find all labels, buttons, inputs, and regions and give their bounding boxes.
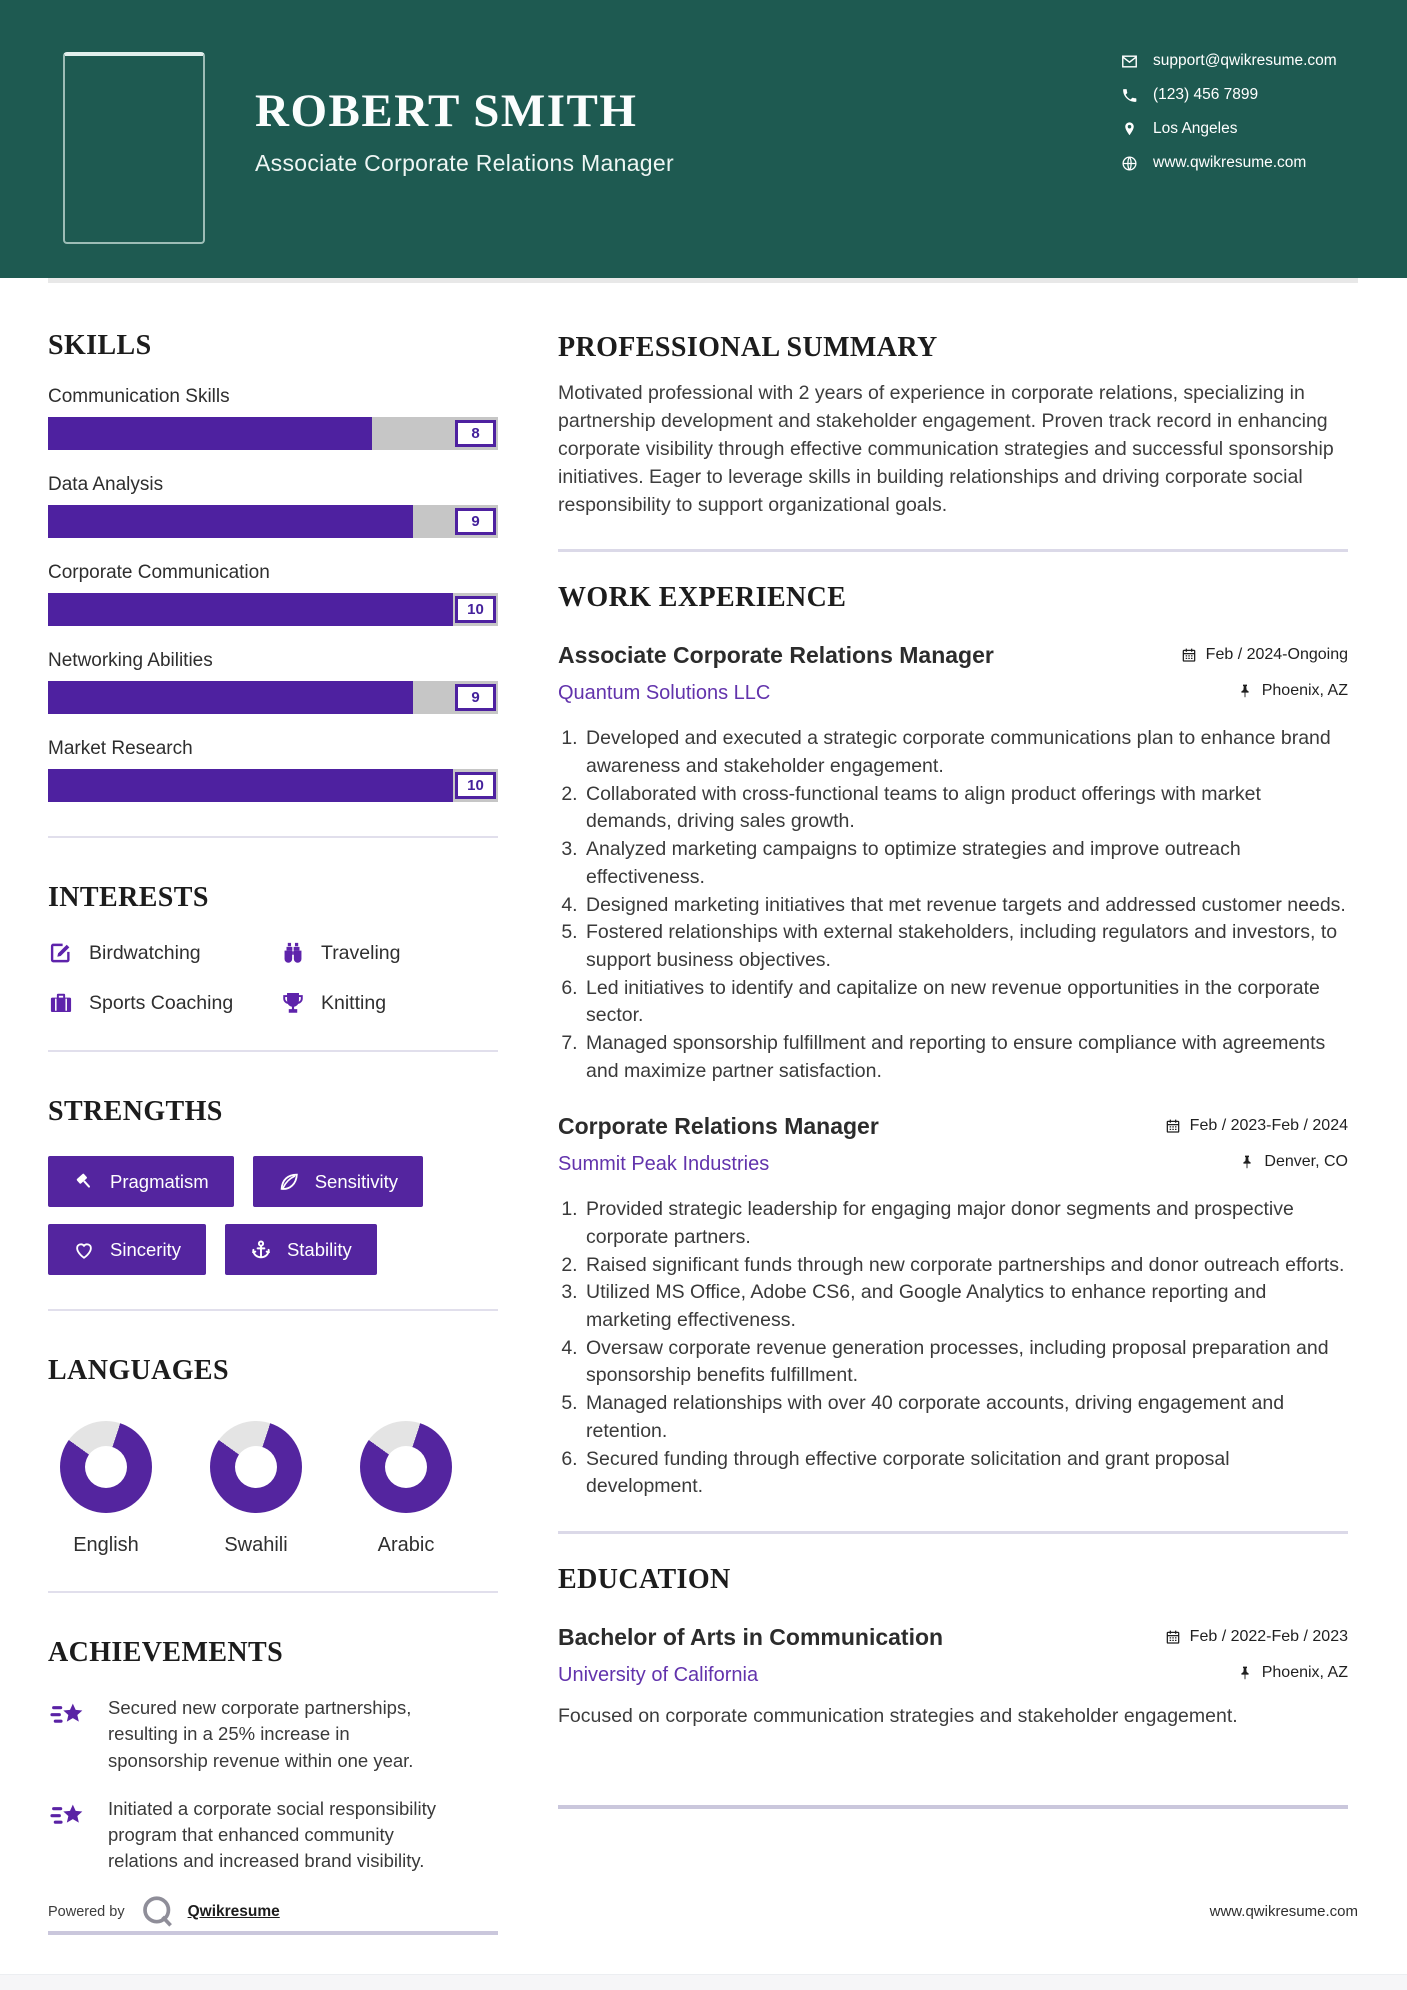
job-location bbox=[1239, 1153, 1348, 1171]
divider bbox=[48, 1309, 498, 1311]
job-head bbox=[558, 1113, 1348, 1140]
job-date-text: Feb / 2023-Feb / 2024 bbox=[1189, 1117, 1348, 1135]
skill-label: Market Research bbox=[48, 738, 193, 759]
strengths-heading: STRENGTHS bbox=[48, 1096, 223, 1127]
q-logo-icon bbox=[139, 1893, 176, 1930]
job-bullet: 2. Collaborated with cross-functional teams to align product offerings with market demands, driving sales growth. bbox=[583, 781, 1348, 836]
jobs-list bbox=[558, 642, 1348, 1501]
sidebar bbox=[48, 283, 498, 1935]
degree-title: Bachelor of Arts in Communication bbox=[558, 1623, 944, 1650]
skill-score-badge: 9 bbox=[455, 684, 496, 711]
achievement-item bbox=[48, 1695, 498, 1774]
interest-item bbox=[280, 940, 498, 966]
job-date bbox=[1181, 646, 1348, 664]
job-bullet: 6. Led initiatives to identify and capitalize on new revenue opportunities in the corporate sector. bbox=[583, 975, 1348, 1030]
strength-label: Sincerity bbox=[110, 1238, 181, 1260]
education-head bbox=[558, 1624, 1348, 1651]
language-label: Swahili bbox=[224, 1534, 288, 1556]
divider bbox=[48, 1050, 498, 1052]
pushpin-icon bbox=[1239, 1154, 1255, 1170]
strength-chip bbox=[225, 1224, 377, 1275]
education-date bbox=[1165, 1628, 1348, 1646]
strength-label: Sensitivity bbox=[314, 1170, 398, 1192]
pushpin-icon bbox=[1237, 1665, 1253, 1681]
skill-item bbox=[48, 474, 498, 538]
job-location-text: Denver, CO bbox=[1264, 1153, 1348, 1171]
calendar-icon bbox=[1165, 1629, 1181, 1645]
skill-bar bbox=[48, 769, 498, 802]
job-bullet: 1. Provided strategic leadership for engaging major donor segments and prospective corporate partners. bbox=[583, 1196, 1348, 1251]
strength-chip bbox=[48, 1224, 206, 1275]
skill-score-badge: 10 bbox=[455, 596, 496, 623]
skill-label: Data Analysis bbox=[48, 474, 164, 495]
education-location-text: Phoenix, AZ bbox=[1261, 1663, 1348, 1681]
contact-item[interactable] bbox=[1121, 120, 1357, 138]
contact-text: support@qwikresume.com bbox=[1153, 52, 1337, 69]
contact-item[interactable] bbox=[1121, 86, 1357, 104]
identity-block bbox=[255, 84, 674, 177]
job-bullet: 3. Analyzed marketing campaigns to optimize strategies and improve outreach effectiveness. bbox=[583, 836, 1348, 891]
contact-item[interactable] bbox=[1121, 52, 1357, 70]
skill-score-badge: 9 bbox=[455, 508, 496, 535]
divider bbox=[558, 1805, 1348, 1809]
skill-item bbox=[48, 738, 498, 802]
summary-text: Motivated professional with 2 years of experience in corporate relations, specializing in partnership development and stakeholder engagement. Proven track record in enhancing corporate visibility through effective communication strategies and successful sponsorship initiatives. Eager to leverage skills in building relationships and driving corporate social responsibility to support organizational goals. bbox=[558, 382, 1334, 516]
education-description: Focused on corporate communication strategies and stakeholder engagement. bbox=[558, 1704, 1238, 1727]
skill-score-badge: 10 bbox=[455, 772, 496, 799]
interests-heading: INTERESTS bbox=[48, 882, 209, 913]
job-subhead bbox=[558, 1153, 1348, 1176]
skill-item bbox=[48, 562, 498, 626]
binoculars-icon bbox=[280, 940, 306, 966]
anchor-icon bbox=[250, 1239, 272, 1261]
skill-bar-fill bbox=[48, 681, 413, 714]
profile-photo-placeholder bbox=[63, 52, 205, 244]
divider bbox=[48, 1931, 498, 1935]
job-bullet: 5. Managed relationships with over 40 corporate accounts, driving engagement and retention. bbox=[583, 1390, 1348, 1445]
achievements-heading: ACHIEVEMENTS bbox=[48, 1637, 284, 1668]
interest-item bbox=[280, 990, 498, 1016]
contact-list bbox=[1121, 52, 1357, 172]
language-item bbox=[60, 1421, 152, 1557]
experience-heading: WORK EXPERIENCE bbox=[558, 582, 847, 614]
powered-by-label: Powered by bbox=[48, 1903, 125, 1920]
globe-icon bbox=[1121, 155, 1138, 172]
divider bbox=[48, 1591, 498, 1593]
interest-label: Sports Coaching bbox=[89, 991, 234, 1014]
company-link[interactable]: Summit Peak Industries bbox=[558, 1153, 770, 1176]
job-title: Associate Corporate Relations Manager bbox=[558, 642, 994, 669]
language-donut-chart bbox=[60, 1421, 152, 1513]
skill-item bbox=[48, 650, 498, 714]
interest-label: Traveling bbox=[321, 941, 401, 964]
leaf-icon bbox=[278, 1171, 300, 1193]
education-location bbox=[1237, 1664, 1348, 1682]
trophy-icon bbox=[280, 990, 306, 1016]
skill-bar-fill bbox=[48, 593, 453, 626]
language-item bbox=[360, 1421, 452, 1557]
job-location-text: Phoenix, AZ bbox=[1261, 682, 1348, 700]
contact-item[interactable] bbox=[1121, 154, 1357, 172]
skills-heading: SKILLS bbox=[48, 330, 152, 361]
skills-list bbox=[48, 386, 498, 802]
skill-bar bbox=[48, 417, 498, 450]
skill-bar bbox=[48, 593, 498, 626]
skill-score-badge: 8 bbox=[455, 420, 496, 447]
divider bbox=[558, 1531, 1348, 1534]
skill-bar-fill bbox=[48, 505, 413, 538]
achievement-item bbox=[48, 1796, 498, 1875]
job-bullet: 4. Oversaw corporate revenue generation processes, including proposal preparation and sponsorship benefits fulfillment. bbox=[583, 1335, 1348, 1390]
briefcase-icon bbox=[48, 990, 74, 1016]
language-label: English bbox=[73, 1534, 139, 1556]
header-shadow bbox=[48, 278, 1358, 283]
language-donut-chart bbox=[210, 1421, 302, 1513]
shooting-star-icon bbox=[48, 1697, 88, 1737]
divider bbox=[558, 549, 1348, 552]
job-date-text: Feb / 2024-Ongoing bbox=[1205, 646, 1348, 664]
interest-item bbox=[48, 990, 280, 1016]
skill-bar bbox=[48, 681, 498, 714]
summary-heading: PROFESSIONAL SUMMARY bbox=[558, 332, 938, 363]
job-bullet: 6. Secured funding through effective corporate solicitation and grant proposal development. bbox=[583, 1446, 1348, 1501]
contact-text: (123) 456 7899 bbox=[1153, 86, 1259, 103]
gavel-icon bbox=[73, 1171, 95, 1193]
skill-label: Communication Skills bbox=[48, 386, 230, 407]
contact-text: www.qwikresume.com bbox=[1153, 154, 1307, 171]
job-bullet: 5. Fostered relationships with external stakeholders, including regulators and investors, to support business objectives. bbox=[583, 919, 1348, 974]
phone-icon bbox=[1121, 87, 1138, 104]
job-location bbox=[1237, 682, 1348, 700]
company-link[interactable]: Quantum Solutions LLC bbox=[558, 682, 771, 705]
job-bullets bbox=[558, 725, 1348, 1085]
heart-icon bbox=[73, 1239, 95, 1261]
languages-list bbox=[48, 1421, 498, 1557]
pushpin-icon bbox=[1237, 683, 1253, 699]
job-bullets bbox=[558, 1196, 1348, 1501]
skill-label: Networking Abilities bbox=[48, 650, 213, 671]
calendar-icon bbox=[1181, 647, 1197, 663]
language-item bbox=[210, 1421, 302, 1557]
job-date bbox=[1165, 1117, 1348, 1135]
skill-item bbox=[48, 386, 498, 450]
education-heading: EDUCATION bbox=[558, 1563, 731, 1595]
strengths-list bbox=[48, 1156, 498, 1275]
school-link[interactable]: University of California bbox=[558, 1663, 759, 1686]
languages-heading: LANGUAGES bbox=[48, 1355, 229, 1386]
job-subhead bbox=[558, 682, 1348, 705]
job-bullet: 2. Raised significant funds through new corporate partnerships and donor outreach efforts. bbox=[583, 1252, 1348, 1280]
page-bottom-strip bbox=[0, 1974, 1407, 1990]
shooting-star-icon bbox=[48, 1798, 88, 1838]
envelope-icon bbox=[1121, 53, 1138, 70]
interest-item bbox=[48, 940, 280, 966]
main-column bbox=[558, 283, 1348, 1935]
location-pin-icon bbox=[1121, 121, 1138, 138]
education-entry bbox=[558, 1624, 1348, 1731]
strength-label: Stability bbox=[286, 1238, 352, 1260]
interests-list bbox=[48, 940, 498, 1016]
footer-website-link[interactable]: www.qwikresume.com bbox=[1209, 1903, 1358, 1920]
candidate-job-title: Associate Corporate Relations Manager bbox=[255, 150, 674, 176]
job-bullet: 3. Utilized MS Office, Adobe CS6, and Google Analytics to enhance reporting and marketing effectiveness. bbox=[583, 1279, 1348, 1334]
job-entry bbox=[558, 642, 1348, 1085]
achievement-text: Initiated a corporate social responsibility program that enhanced community relations and increased brand visibility. bbox=[108, 1797, 437, 1872]
skill-bar-fill bbox=[48, 417, 372, 450]
achievement-text: Secured new corporate partnerships, resulting in a 25% increase in sponsorship revenue within one year. bbox=[108, 1697, 414, 1771]
interest-label: Birdwatching bbox=[89, 941, 201, 964]
job-entry bbox=[558, 1113, 1348, 1501]
candidate-name: ROBERT SMITH bbox=[255, 85, 638, 137]
skill-bar-fill bbox=[48, 769, 453, 802]
strength-label: Pragmatism bbox=[110, 1170, 209, 1192]
skill-label: Corporate Communication bbox=[48, 562, 270, 583]
language-label: Arabic bbox=[377, 1534, 435, 1556]
achievements-list bbox=[48, 1695, 498, 1875]
job-title: Corporate Relations Manager bbox=[558, 1113, 879, 1140]
interest-label: Knitting bbox=[321, 991, 387, 1014]
header bbox=[0, 0, 1407, 278]
job-bullet: 7. Managed sponsorship fulfillment and reporting to ensure compliance with agreements and maximize partner satisfaction. bbox=[583, 1030, 1348, 1085]
job-bullet: 1. Developed and executed a strategic corporate communications plan to enhance brand awareness and stakeholder engagement. bbox=[583, 725, 1348, 780]
footer bbox=[48, 1893, 1358, 1930]
job-head bbox=[558, 642, 1348, 669]
job-bullet: 4. Designed marketing initiatives that met revenue targets and addressed customer needs. bbox=[583, 892, 1348, 920]
education-date-text: Feb / 2022-Feb / 2023 bbox=[1189, 1627, 1348, 1645]
divider bbox=[48, 836, 498, 838]
contact-text: Los Angeles bbox=[1153, 120, 1238, 137]
edit-icon bbox=[48, 940, 74, 966]
calendar-icon bbox=[1165, 1118, 1181, 1134]
skill-bar bbox=[48, 505, 498, 538]
strength-chip bbox=[48, 1156, 234, 1207]
qwikresume-link[interactable]: Qwikresume bbox=[187, 1902, 280, 1920]
strength-chip bbox=[253, 1156, 423, 1207]
education-subhead bbox=[558, 1664, 1348, 1687]
content bbox=[0, 283, 1407, 1935]
language-donut-chart bbox=[360, 1421, 452, 1513]
